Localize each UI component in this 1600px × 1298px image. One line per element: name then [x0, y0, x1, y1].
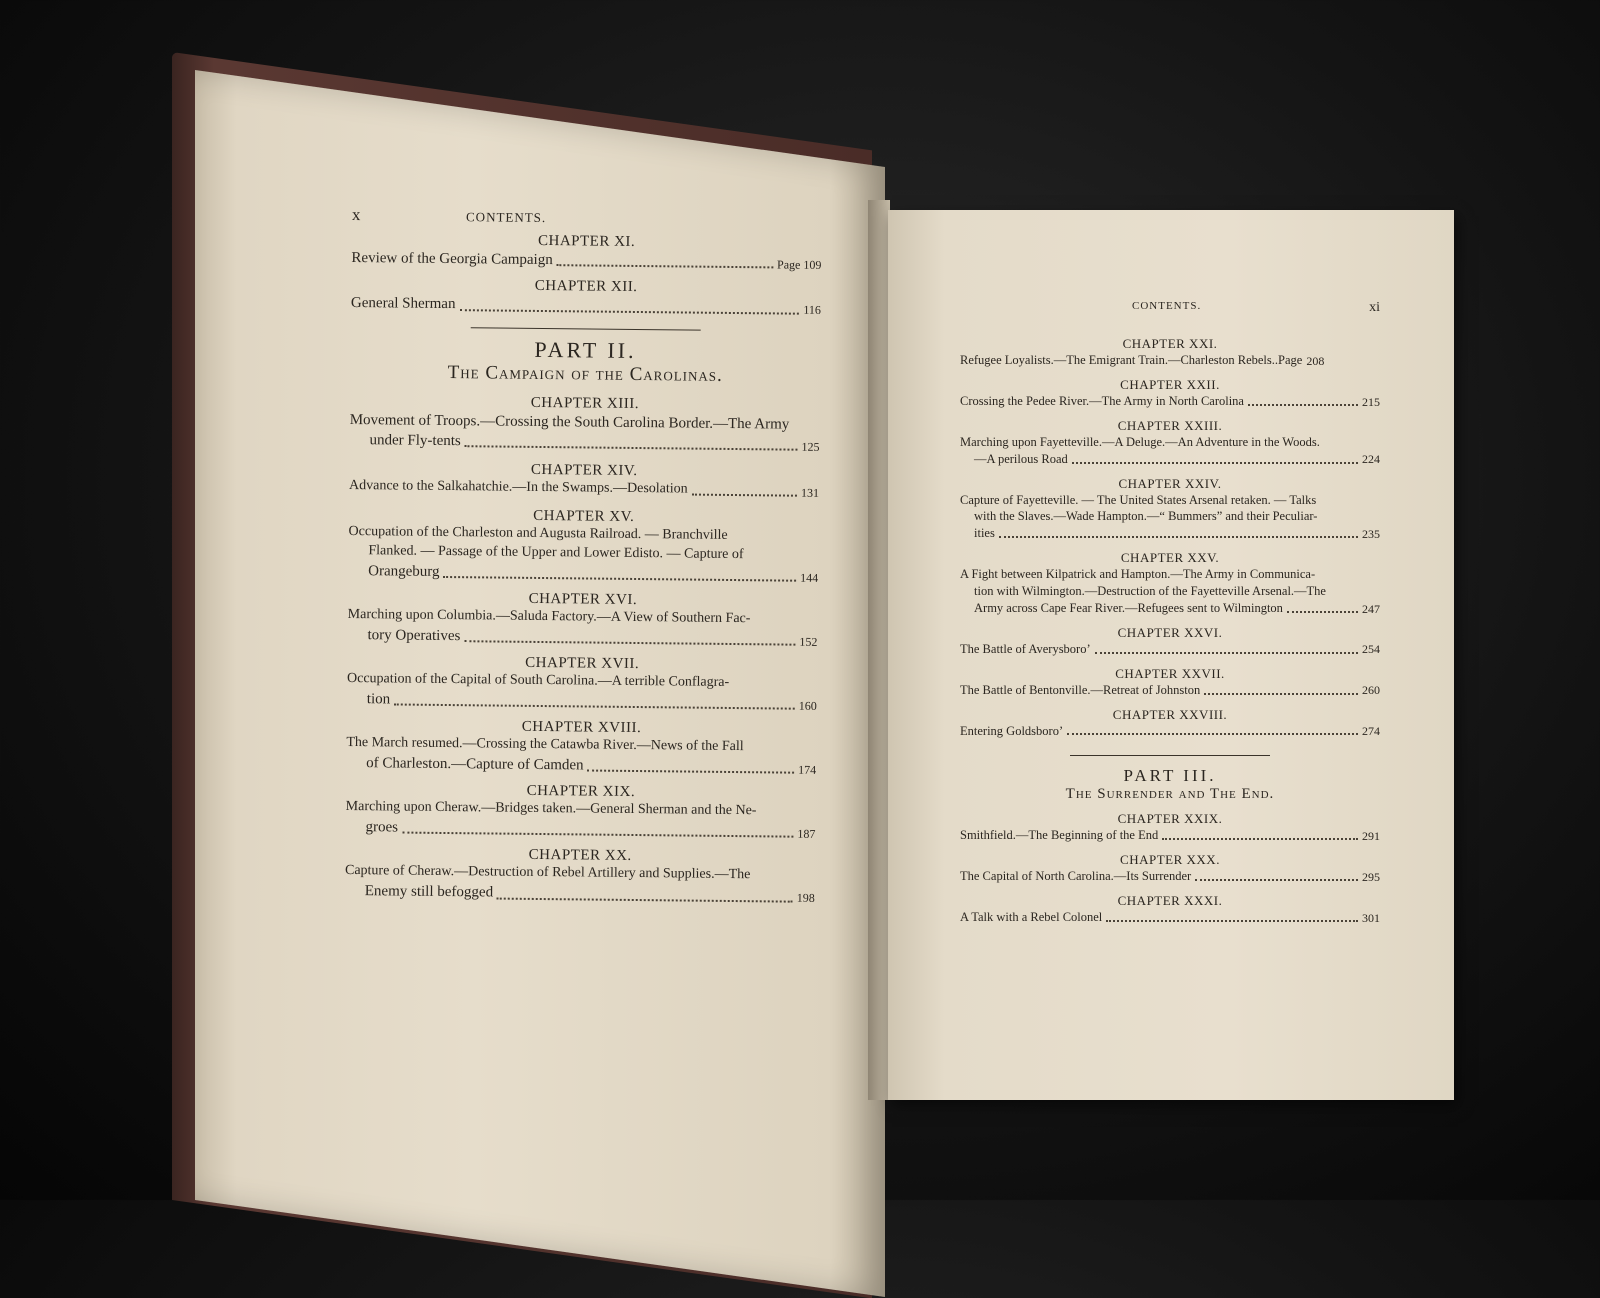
chapter-heading: CHAPTER XV.	[533, 507, 635, 525]
part-subtitle: The Surrender and The End.	[1065, 786, 1275, 803]
toc-entry	[348, 506, 819, 586]
toc-entry	[960, 550, 1380, 617]
chapter-heading: CHAPTER XIX.	[526, 783, 636, 801]
entry-title-cont: with the Slaves.—Wade Hampton.—“ Bummers” and their Peculiar-	[974, 509, 1318, 524]
chapter-heading: CHAPTER XXV.	[1120, 550, 1220, 566]
chapter-heading: CHAPTER XXI.	[1122, 336, 1218, 351]
entry-page: Page 109	[776, 257, 822, 272]
toc-entry	[960, 707, 1380, 740]
chapter-heading: CHAPTER XVII.	[525, 654, 640, 673]
entry-title-cont: of Charleston.—Capture of Camden	[366, 755, 584, 774]
entry-page: 235	[1362, 526, 1380, 541]
entry-title: Advance to the Salkahatchie.—In the Swamps.—Desolation	[348, 477, 688, 497]
chapter-heading: CHAPTER XXVII.	[1115, 665, 1225, 681]
chapter-heading: CHAPTER XXIX.	[1117, 811, 1223, 827]
chapter-heading: CHAPTER XXVI.	[1117, 624, 1223, 640]
entry-title-cont: Orangeburg	[368, 562, 440, 580]
entry-title: The March resumed.—Crossing the Catawba River.—News of the Fall	[346, 735, 744, 755]
entry-title: General Sherman	[350, 295, 456, 313]
entry-page: 247	[1362, 601, 1380, 616]
divider-rule	[1070, 755, 1270, 756]
entry-page: 116	[803, 303, 821, 318]
chapter-heading: CHAPTER XIV.	[530, 461, 638, 480]
entry-page: 291	[1362, 829, 1380, 844]
toc-entry	[960, 336, 1380, 369]
toc-entry	[960, 852, 1380, 885]
chapter-heading: CHAPTER XXX.	[1120, 852, 1220, 868]
chapter-heading: CHAPTER XVIII.	[521, 719, 642, 737]
divider-rule	[471, 327, 701, 330]
entry-title: A Talk with a Rebel Colonel	[960, 910, 1103, 925]
entry-title-cont: ities	[974, 526, 995, 541]
entry-page: 260	[1362, 683, 1380, 698]
entry-title: Movement of Troops.—Crossing the South Carolina Border.—The Army	[349, 411, 790, 433]
entry-title: Capture of Fayetteville. — The United States Arsenal retaken. — Talks	[960, 492, 1317, 507]
entry-title-cont: groes	[365, 819, 399, 836]
toc-entry	[351, 231, 821, 273]
entry-title: Occupation of the Charleston and Augusta Railroad. — Branchville	[348, 523, 728, 543]
left-page-number: x	[351, 205, 361, 225]
entry-title: Crossing the Pedee River.—The Army in North Carolina	[960, 393, 1244, 408]
toc-entry	[351, 276, 821, 318]
entry-title-cont: Flanked. — Passage of the Upper and Lower Edisto. — Capture of	[368, 542, 744, 562]
toc-entry	[960, 377, 1380, 410]
entry-page: 144	[800, 570, 819, 585]
gutter	[868, 200, 890, 1100]
chapter-heading: CHAPTER XXXI.	[1117, 893, 1223, 909]
entry-page: 254	[1362, 642, 1380, 657]
entry-title-cont: Army across Cape Fear River.—Refugees sent to Wilmington	[974, 600, 1283, 615]
entry-page: 301	[1362, 910, 1380, 925]
entry-title: The Capital of North Carolina.—Its Surrender	[960, 869, 1192, 884]
entry-title-cont: tory Operatives	[367, 626, 461, 644]
entry-title: Marching upon Cheraw.—Bridges taken.—General Sherman and the Ne-	[345, 799, 757, 819]
left-page-text	[345, 205, 822, 907]
entry-title-cont: tion	[366, 691, 391, 708]
toc-entry	[347, 653, 818, 714]
right-page-number: xi	[1369, 300, 1380, 315]
entry-title-cont: under Fly-tents	[369, 431, 461, 449]
chapter-heading: CHAPTER XXII.	[1120, 376, 1220, 392]
entry-title: Refugee Loyalists.—The Emigrant Train.—Charleston Rebels..Page	[960, 353, 1303, 367]
entry-page: 152	[799, 634, 818, 649]
entry-title: Marching upon Fayetteville.—A Deluge.—An Adventure in the Woods.	[960, 434, 1320, 449]
right-running-head: CONTENTS.	[1132, 300, 1202, 312]
entry-title: Smithfield.—The Beginning of the End	[960, 828, 1159, 843]
part-title: PART II.	[534, 336, 637, 363]
entry-title-cont: —A perilous Road	[974, 451, 1068, 466]
chapter-heading: CHAPTER XII.	[534, 278, 638, 296]
entry-page: 125	[801, 439, 820, 454]
left-running-head: CONTENTS.	[465, 209, 547, 226]
part-title: PART III.	[1123, 766, 1217, 786]
toc-entry	[349, 460, 819, 501]
toc-entry	[349, 392, 820, 454]
entry-title: The Battle of Averysboro’	[960, 641, 1091, 656]
entry-title: Review of the Georgia Campaign	[351, 249, 553, 269]
entry-title-cont: Enemy still befogged	[364, 883, 494, 901]
entry-page: 295	[1362, 869, 1380, 884]
entry-page: 224	[1362, 452, 1380, 467]
entry-page: 187	[797, 826, 816, 842]
toc-entry	[960, 811, 1380, 844]
entry-page: 174	[798, 762, 817, 778]
entry-title: The Battle of Bentonville.—Retreat of Johnston	[960, 682, 1201, 697]
toc-entry	[960, 418, 1380, 468]
entry-page: 160	[798, 698, 817, 713]
entry-title: A Fight between Kilpatrick and Hampton.—The Army in Communica-	[960, 567, 1316, 582]
right-page-text	[960, 300, 1380, 926]
entry-title: Entering Goldsboro’	[960, 723, 1064, 738]
toc-entry	[960, 625, 1380, 658]
toc-entry	[960, 893, 1380, 926]
toc-entry	[960, 666, 1380, 699]
chapter-heading: CHAPTER XXIV.	[1118, 475, 1222, 491]
chapter-heading: CHAPTER XVI.	[528, 590, 638, 608]
entry-page: 215	[1362, 394, 1380, 409]
entry-title: Occupation of the Capital of South Carolina.—A terrible Conflagra-	[346, 671, 730, 691]
toc-entry	[960, 476, 1380, 543]
toc-entry	[347, 589, 818, 650]
toc-entry	[345, 845, 816, 906]
chapter-heading: CHAPTER XXIII.	[1117, 417, 1223, 433]
entry-title: Capture of Cheraw.—Destruction of Rebel Artillery and Supplies.—The	[344, 863, 751, 883]
entry-page: 131	[800, 485, 820, 500]
chapter-heading: CHAPTER XX.	[528, 847, 632, 865]
toc-entry	[346, 717, 817, 778]
entry-page: 198	[796, 891, 815, 906]
entry-page: 208	[1306, 353, 1325, 368]
toc-entry	[345, 781, 816, 842]
entry-title: Marching upon Columbia.—Saluda Factory.—A View of Southern Fac-	[347, 606, 751, 627]
entry-title-cont: tion with Wilmington.—Destruction of the Fayetteville Arsenal.—The	[974, 584, 1326, 598]
part-subtitle: The Campaign of the Carolinas.	[447, 361, 723, 386]
chapter-heading: CHAPTER XXVIII.	[1112, 706, 1228, 722]
chapter-heading: CHAPTER XI.	[537, 232, 636, 250]
entry-page: 274	[1362, 724, 1380, 739]
chapter-heading: CHAPTER XIII.	[530, 394, 640, 412]
